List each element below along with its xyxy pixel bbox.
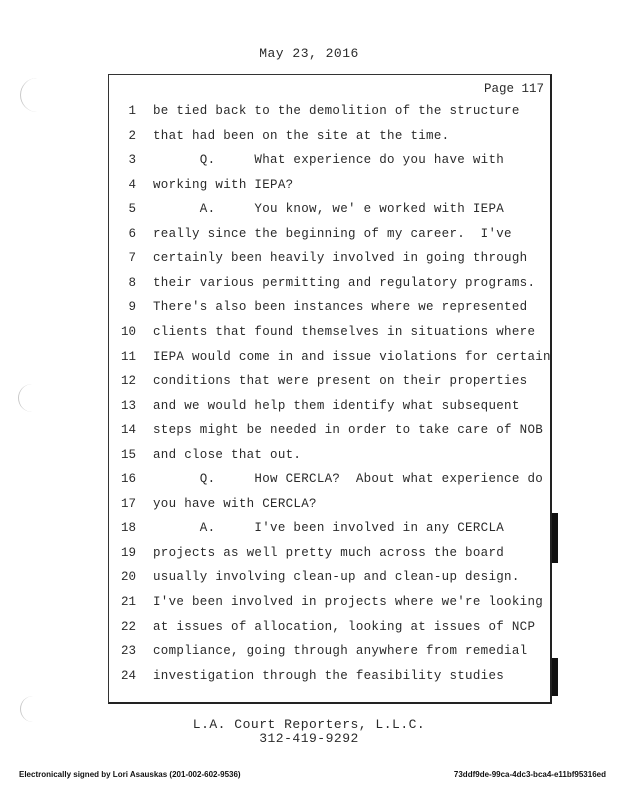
transcript-line: There's also been instances where we represented [153, 300, 528, 314]
line-number: 8 [128, 276, 136, 290]
line-number: 15 [120, 448, 136, 462]
line-number: 23 [120, 644, 136, 658]
page-number: Page 117 [483, 82, 544, 96]
transcript-line: compliance, going through anywhere from remedial [153, 644, 528, 658]
line-number: 3 [128, 153, 136, 167]
transcript-line: working with IEPA? [153, 178, 294, 192]
change-bar [552, 658, 558, 696]
transcript-line: IEPA would come in and issue violations for certain [153, 350, 551, 364]
transcript-line: clients that found themselves in situations where [153, 325, 536, 339]
transcript-line: A. You know, we' e worked with IEPA [153, 202, 505, 216]
transcript-line: I've been involved in projects where we're looking [153, 595, 544, 609]
court-reporter-phone: 312-419-9292 [259, 731, 359, 746]
electronic-signature: Electronically signed by Lori Asauskas (201-002-602-9536) [19, 770, 241, 779]
transcript-line: steps might be needed in order to take care of NOB [153, 423, 544, 437]
transcript-page-frame [108, 74, 552, 704]
punch-hole-mark [18, 384, 37, 412]
line-number: 5 [128, 202, 136, 216]
transcript-line: Q. What experience do you have with [153, 153, 505, 167]
line-number: 21 [120, 595, 136, 609]
line-number: 18 [120, 521, 136, 535]
transcript-line: at issues of allocation, looking at issues of NCP [153, 620, 536, 634]
transcript-line: and close that out. [153, 448, 302, 462]
transcript-date: May 23, 2016 [259, 46, 359, 61]
line-number: 17 [120, 497, 136, 511]
transcript-line: be tied back to the demolition of the structure [153, 104, 520, 118]
transcript-line: you have with CERCLA? [153, 497, 317, 511]
line-number: 16 [120, 472, 136, 486]
transcript-line: that had been on the site at the time. [153, 129, 450, 143]
line-number: 13 [120, 399, 136, 413]
line-number: 24 [120, 669, 136, 683]
transcript-line: really since the beginning of my career. I've [153, 227, 512, 241]
transcript-line: projects as well pretty much across the board [153, 546, 505, 560]
line-number: 2 [128, 129, 136, 143]
transcript-line: usually involving clean-up and clean-up design. [153, 570, 520, 584]
line-number: 20 [120, 570, 136, 584]
line-number: 14 [120, 423, 136, 437]
document-hash-id: 73ddf9de-99ca-4dc3-bca4-e11bf95316ed [453, 770, 606, 779]
transcript-line: their various permitting and regulatory programs. [153, 276, 536, 290]
line-number: 11 [120, 350, 136, 364]
line-number: 9 [128, 300, 136, 314]
court-reporter-name: L.A. Court Reporters, L.L.C. [192, 717, 426, 732]
line-number: 1 [128, 104, 136, 118]
line-number: 7 [128, 251, 136, 265]
line-number: 12 [120, 374, 136, 388]
line-number: 6 [128, 227, 136, 241]
transcript-line: Q. How CERCLA? About what experience do [153, 472, 544, 486]
transcript-line: and we would help them identify what subsequent [153, 399, 520, 413]
line-number: 19 [120, 546, 136, 560]
line-number: 10 [120, 325, 136, 339]
transcript-line: A. I've been involved in any CERCLA [153, 521, 505, 535]
transcript-line: conditions that were present on their properties [153, 374, 528, 388]
line-number: 4 [128, 178, 136, 192]
transcript-line: investigation through the feasibility studies [153, 669, 505, 683]
punch-hole-mark [20, 78, 39, 112]
change-bar [552, 513, 558, 563]
line-number: 22 [120, 620, 136, 634]
transcript-line: certainly been heavily involved in going through [153, 251, 528, 265]
